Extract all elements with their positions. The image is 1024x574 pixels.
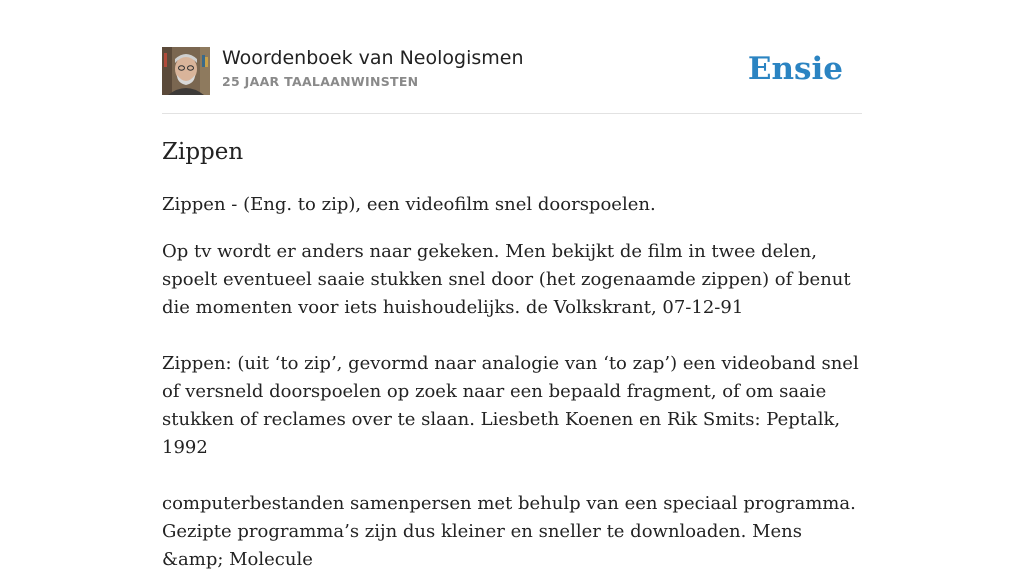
entry-content xyxy=(162,136,862,574)
avatar-portrait-icon xyxy=(162,47,210,95)
header-divider xyxy=(162,113,862,114)
author-avatar[interactable] xyxy=(162,47,210,95)
site-subtitle: 25 JAAR TAALAANWINSTEN xyxy=(222,74,419,89)
brand-logo-link[interactable]: Ensie xyxy=(747,51,843,87)
entry-title: Zippen xyxy=(162,139,244,165)
site-title[interactable]: Woordenboek van Neologismen xyxy=(222,47,524,69)
entry-definition: Zippen - (Eng. to zip), een videofilm snel doorspoelen. xyxy=(162,194,656,215)
entry-quote: Op tv wordt er anders naar gekeken. Men bekijkt de film in twee delen, spoelt eventueel saaie stukken snel door (het zogenaamde zippen) of benut die momenten voor iets huishoudelijks. de Volkskrant, 07-12-91 xyxy=(162,241,851,318)
entry-quote: Zippen: (uit ‘to zip’, gevormd naar analogie van ‘to zap’) een videoband snel of versneld doorspoelen op zoek naar een bepaald fragment, of om saaie stukken of reclames over te slaan. Liesbeth Koenen en Rik Smits: Peptalk, 1992 xyxy=(162,353,859,458)
site-header xyxy=(162,46,862,96)
entry-quote: computerbestanden samenpersen met behulp van een speciaal programma. Gezipte programma’s zijn dus kleiner en sneller te downloaden. Mens &amp; Molecule xyxy=(162,493,856,570)
